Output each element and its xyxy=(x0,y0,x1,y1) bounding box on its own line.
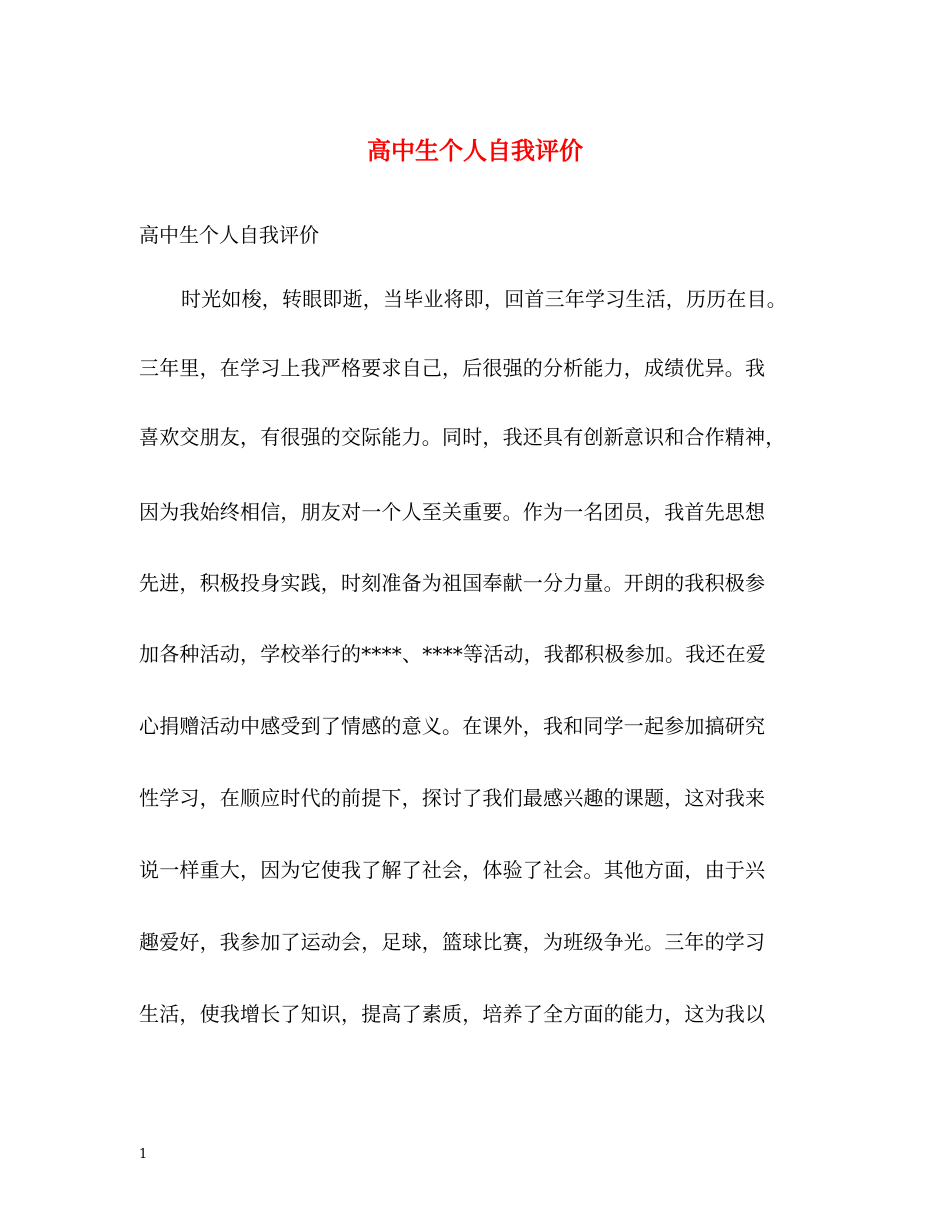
document-subtitle: 高中生个人自我评价 xyxy=(139,223,319,247)
paragraph-line: 说一样重大，因为它使我了解了社会，体验了社会。其他方面，由于兴 xyxy=(139,858,766,882)
paragraph-line: 三年里，在学习上我严格要求自己，后很强的分析能力，成绩优异。我 xyxy=(139,356,766,380)
document-title: 高中生个人自我评价 xyxy=(367,136,583,165)
paragraph-line: 生活，使我增长了知识，提高了素质，培养了全方面的能力，这为我以 xyxy=(139,1002,766,1026)
page-number: 1 xyxy=(139,1147,148,1162)
paragraph-line: 因为我始终相信，朋友对一个人至关重要。作为一名团员，我首先思想 xyxy=(139,500,766,524)
paragraph-line: 心捐赠活动中感受到了情感的意义。在课外，我和同学一起参加搞研究 xyxy=(139,714,766,738)
paragraph-line: 加各种活动，学校举行的****、****等活动，我都积极参加。我还在爱 xyxy=(139,642,766,666)
paragraph-line: 性学习，在顺应时代的前提下，探讨了我们最感兴趣的课题，这对我来 xyxy=(139,786,766,810)
paragraph-line: 先进，积极投身实践，时刻准备为祖国奉献一分力量。开朗的我积极参 xyxy=(139,571,766,595)
paragraph-line: 喜欢交朋友，有很强的交际能力。同时，我还具有创新意识和合作精神， xyxy=(139,425,786,449)
paragraph-line: 时光如梭，转眼即逝，当毕业将即，回首三年学习生活，历历在目。 xyxy=(181,287,787,311)
paragraph-line: 趣爱好，我参加了运动会，足球，篮球比赛，为班级争光。三年的学习 xyxy=(139,930,766,954)
